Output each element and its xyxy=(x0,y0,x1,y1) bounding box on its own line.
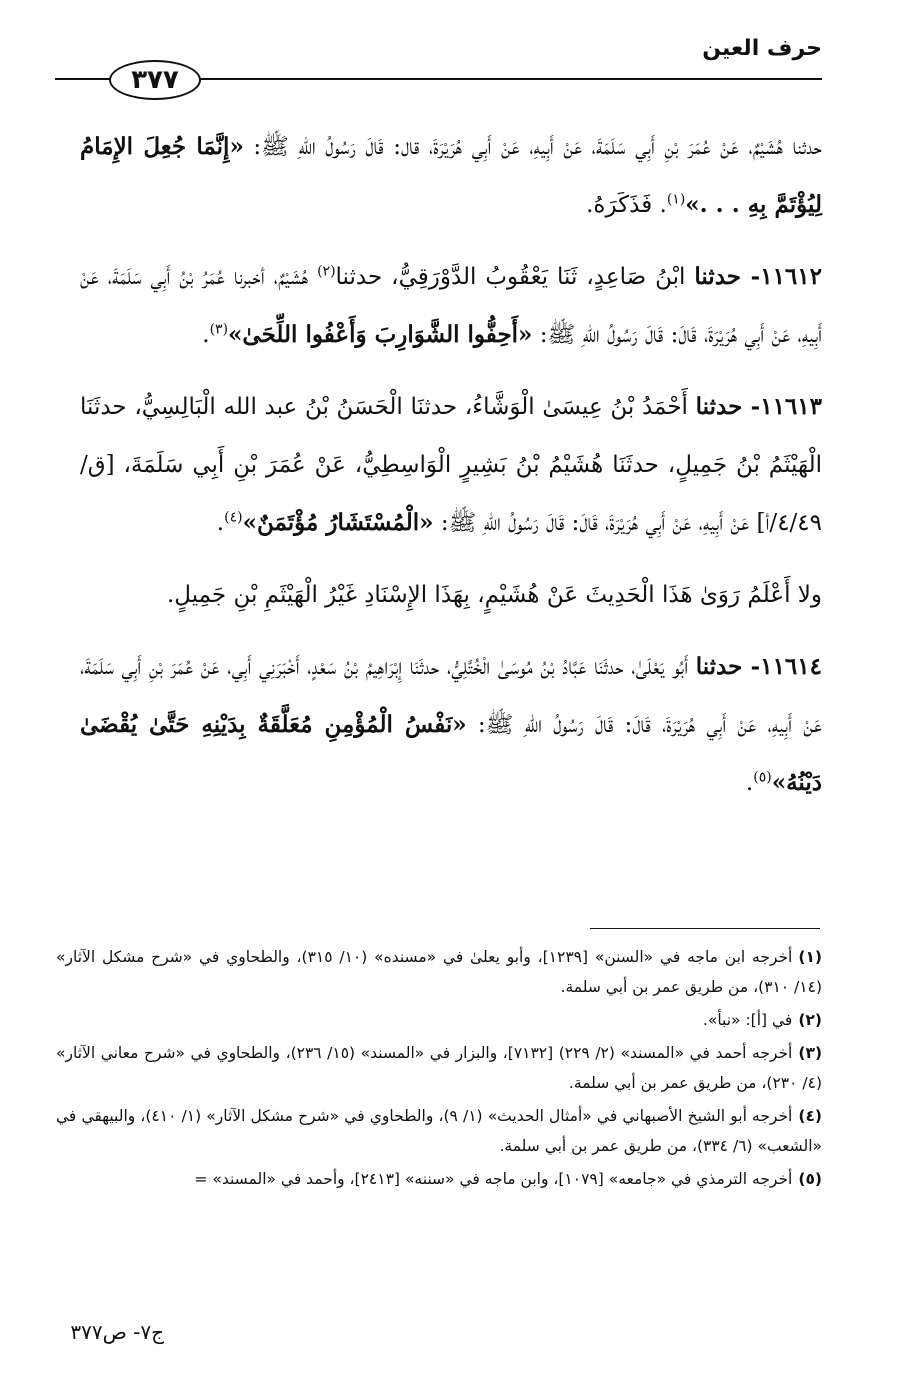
footnote-ref: (١) xyxy=(666,191,686,208)
running-head: حرف العين xyxy=(702,36,822,61)
hadith-11612: ١١٦١٢- حدثنا ابْنُ صَاعِدٍ، ثَنَا يَعْقُوبُ الدَّوْرَقِيُّ، حدثنا$^{(٢)}$ هُشَيْمٌ، أخبرنا عُمَرُ بْنُ أَبِي سَلَمَةَ، عَنْ أَبِيهِ، عَنْ أَبِي هُرَيْرَةَ، قَالَ: قَالَ رَسُولُ اللهِ ﷺ: «أَحِفُّوا الشَّوَارِبَ وَأَعْفُوا اللِّحَىٰ»$^{(٣)}$. xyxy=(80,263,822,348)
hadith-quote: «إِنَّمَا جُعِلَ الإِمَامُ لِيُؤْتَمَّ بِهِ . . .» xyxy=(80,133,822,218)
hadith-number: ١١٦١٣ xyxy=(760,393,822,420)
narration-label: حدثنا xyxy=(695,653,743,680)
narration-label: حدثنا xyxy=(695,393,743,420)
footnote-mark: (١) xyxy=(798,948,822,966)
hadith-quote: «الْمُسْتَشَارُ مُؤْتَمَنٌ» xyxy=(242,509,434,536)
footnote-mark: (٢) xyxy=(798,1011,822,1029)
footnote-mark: (٥) xyxy=(798,1170,822,1188)
footnote-ref: (٢) xyxy=(317,263,336,280)
paragraph-continuation: حدثنا هُشَيْمٌ، عَنْ عُمَرَ بْنِ أَبِي سَلَمَةَ، عَنْ أَبِيهِ، عَنْ أَبِي هُرَيْرَةَ، قال: قَالَ رَسُولُ اللهِ ﷺ: «إِنَّمَا جُعِلَ الإِمَامُ لِيُؤْتَمَّ بِهِ . . .»$^{(١)}$. فَذَكَرَهُ. xyxy=(80,133,822,218)
footnote-ref: (٥) xyxy=(753,769,772,786)
footnote-ref: (٤) xyxy=(224,509,243,526)
footnote-mark: (٤) xyxy=(798,1107,822,1125)
footnote-rule xyxy=(590,928,820,929)
footnote-ref: (٣) xyxy=(209,321,229,338)
footnotes xyxy=(56,942,822,1197)
footnote: (٥)أخرجه الترمذي في «جامعه» [١٠٧٩]، وابن ماجه في «سننه» [٢٤١٣]، وأحمد في «المسند» = xyxy=(194,1170,822,1188)
hadith-11614: ١١٦١٤- حدثنا أَبُو يَعْلَىٰ، حدثَنَا عَبَّادُ بْنُ مُوسَىٰ الْخُتَّلِيُّ، حدثَنَا إِبْرَاهِيمُ بْنُ سَعْدٍ، أَخْبَرَنِي أَبِي، عَنْ عُمَرَ بْنِ أَبِي سَلَمَةَ، عَنْ أَبِيهِ، عَنْ أَبِي هُرَيْرَةَ، قَالَ: قَالَ رَسُولُ اللهِ ﷺ: «نَفْسُ الْمُؤْمِنِ مُعَلَّقَةٌ بِدَيْنِهِ حَتَّىٰ يُقْضَىٰ دَيْنُهُ»$^{(٥)}$. xyxy=(80,653,822,796)
footnote: (٢)في [أ]: «نبأ». xyxy=(702,1011,822,1029)
hadith-quote: «أَحِفُّوا الشَّوَارِبَ وَأَعْفُوا اللِّحَىٰ» xyxy=(228,321,533,348)
volume-page-folio: ج٧- ص٣٧٧ xyxy=(70,1320,164,1344)
hadith-11613: ١١٦١٣- حدثنا أَحْمَدُ بْنُ عِيسَىٰ الْوَشَّاءُ، حدثنَا الْحَسَنُ بْنُ عبد الله الْبَالِسِيُّ، حدثَنَا الْهَيْثَمُ بْنُ جَمِيلٍ، حدثَنَا هُشَيْمُ بْنُ بَشِيرٍ الْوَاسِطِيُّ، عَنْ عُمَرَ بْنِ أَبِي سَلَمَةَ، [ق/٤/٤٩/أ] عَنْ أَبِيهِ، عَنْ أَبِي هُرَيْرَةَ، قَالَ: قَالَ رَسُولُ اللهِ ﷺ: «الْمُسْتَشَارُ مُؤْتَمَنٌ»$^{(٤)}$. xyxy=(80,393,822,536)
footnote: (١)أخرجه ابن ماجه في «السنن» [١٢٣٩]، وأبو يعلىٰ في «مسنده» (١٠/ ٣١٥)، والطحاوي في «شرح مشكل الآثار» (١٤/ ٣١٠)، من طريق عمر بن أبي سلمة. xyxy=(56,948,822,996)
page-number: ٣٧٧ xyxy=(109,60,201,100)
footnote: (٤)أخرجه أبو الشيخ الأصبهاني في «أمثال الحديث» (١/ ٩)، والطحاوي في «شرح مشكل الآثار» (١/ ٤١٠)، والبيهقي في «الشعب» (٦/ ٣٣٤)، من طريق عمر بن أبي سلمة. xyxy=(56,1107,822,1155)
narration-label: حدثنا xyxy=(694,263,741,290)
hadith-quote: «نَفْسُ الْمُؤْمِنِ مُعَلَّقَةٌ بِدَيْنِهِ حَتَّىٰ يُقْضَىٰ دَيْنُهُ» xyxy=(80,711,822,796)
hadith-number: ١١٦١٢ xyxy=(760,263,822,290)
main-text xyxy=(80,118,822,826)
author-comment: ولا أَعْلَمُ رَوَىٰ هَذَا الْحَدِيثَ عَنْ هُشَيْمٍ، بِهَذَا الإِسْنَادِ غَيْرُ الْهَيْثَمِ بْنِ جَمِيلٍ. xyxy=(166,582,822,608)
hadith-number: ١١٦١٤ xyxy=(760,653,822,680)
footnote-mark: (٣) xyxy=(798,1044,823,1062)
footnote: (٣)أخرجه أحمد في «المسند» (٢/ ٢٢٩) [٧١٣٢]، والبزار في «المسند» (١٥/ ٢٣٦)، والطحاوي في «شرح معاني الآثار» (٤/ ٢٣٠)، من طريق عمر بن أبي سلمة. xyxy=(56,1044,823,1092)
